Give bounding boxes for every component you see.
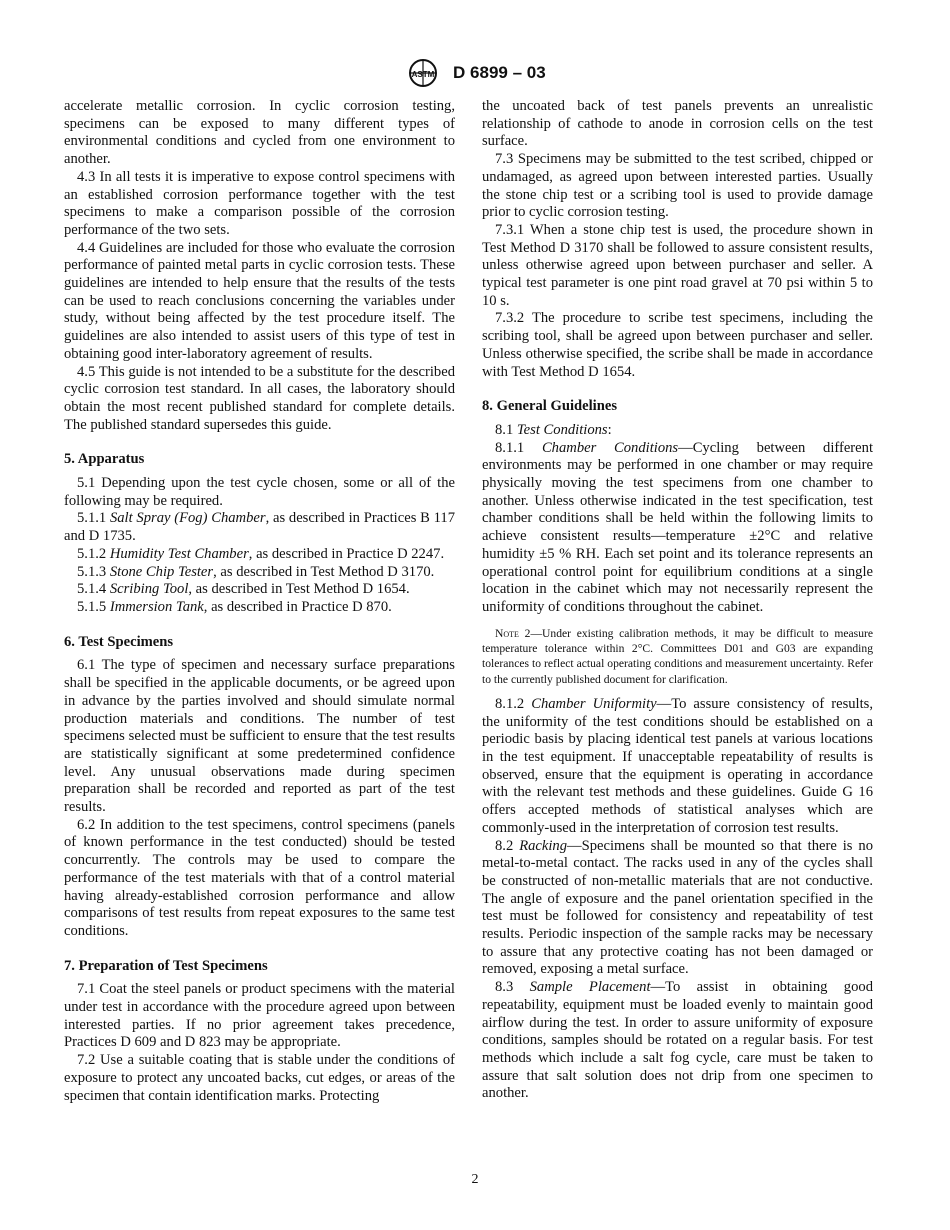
paragraph: the uncoated back of test panels prevents an unrealistic relationship of cathode to anode in corrosion cells on the test surface. — [482, 98, 873, 150]
page-number: 2 — [471, 1172, 479, 1187]
section-5-heading: 5. Apparatus — [64, 451, 145, 468]
paragraph-7-3: 7.3 Specimens may be submitted to the test scribed, chipped or undamaged, as agreed upon between interested parties. Usually the stone chip test or a scribing tool is used to provide damage prior to cyclic corrosion testing. — [482, 151, 873, 221]
paragraph-4-5: 4.5 This guide is not intended to be a substitute for the described cyclic corrosion test standard. In all cases, the laboratory should obtain the most recent published standard for complete details. The published standard supersedes this guide. — [64, 363, 455, 433]
paragraph-6-1: 6.1 The type of specimen and necessary surface preparations shall be specified in the applicable documents, or be agreed upon in advance by the parties involved and should simulate normal production materials and conditions. The number of test specimens selected must be sufficient to ensure that the test results are statistically significant at some predetermined confidence level. Any unusual observations made during specimen preparation shall be recorded and reported as part of the test results. — [64, 657, 455, 816]
item-8-1: 8.1 Test Conditions: — [495, 421, 612, 438]
page-header — [0, 58, 950, 88]
paragraph-7-1: 7.1 Coat the steel panels or product specimens with the material under test in accordance with the procedure agreed upon between interested parties. If no prior agreement takes precedence, Practices D 609 and D 823 may be appropriate. — [64, 981, 455, 1051]
item-8-1-1: 8.1.1 Chamber Conditions—Cycling between different environments may be performed in one chamber or may require physically moving the test specimens from one chamber to another. Unless otherwise indicated in the test specification, test chamber conditions shall be held within the following limits to achieve consistent results—temperature ±2°C and relative humidity ±5 % RH. Each set point and its tolerance represents an operational control point for equilibrium conditions at a single location in the cabinet which may not necessarily represent the uniformity of conditions throughout the cabinet. — [482, 439, 873, 615]
section-6-heading: 6. Test Specimens — [64, 633, 174, 650]
item-5-1-2: 5.1.2 Humidity Test Chamber, as described in Practice D 2247. — [77, 545, 445, 562]
paragraph-5-1: 5.1 Depending upon the test cycle chosen, some or all of the following may be required. — [64, 475, 455, 509]
section-8-heading: 8. General Guidelines — [482, 398, 617, 415]
paragraph-4-3: 4.3 In all tests it is imperative to expose control specimens with an established corrosion performance together with the test specimens to make a comparison possible of the corrosion performance of the two sets. — [64, 168, 455, 238]
section-7-heading: 7. Preparation of Test Specimens — [64, 957, 268, 974]
paragraph-7-3-1: 7.3.1 When a stone chip test is used, the procedure shown in Test Method D 3170 shall be followed to assure consistent results, unless otherwise agreed upon between purchaser and seller. A typical test parameter is one pint road gravel at 70 psi within 5 to 10 s. — [482, 221, 873, 309]
paragraph-7-2: 7.2 Use a suitable coating that is stable under the conditions of exposure to protect any uncoated backs, cut edges, or areas of the specimen that contain identification marks. Protecting — [64, 1052, 455, 1104]
item-8-3: 8.3 Sample Placement—To assist in obtaining good repeatability, equipment must be loaded evenly to maintain good airflow during the test. In order to assure uniformity of exposure conditions, samples should be rotated on a regular basis. For test methods which include a salt fog cycle, care must be taken to assure that salt solution does not drip from one specimen to another. — [482, 979, 873, 1102]
note-2: Note 2—Under existing calibration methods, it may be difficult to measure temperature tolerance within 2°C. Committees D01 and G03 are expanding tolerances to reflect actual operating conditions and measurement uncertainty. Refer to the currently published document for clarification. — [482, 626, 873, 686]
right-column — [482, 98, 873, 1103]
item-5-1-3: 5.1.3 Stone Chip Tester, as described in Test Method D 3170. — [77, 563, 435, 580]
paragraph-4-4: 4.4 Guidelines are included for those who evaluate the corrosion performance of painted metal parts in cyclic corrosion tests. These guidelines are intended to help ensure that the results of the tests can be used to reach conclusions concerning the variables under study, without being affected by the test procedure itself. The guidelines are also intended to assist users of this type of test in obtaining good inter-laboratory agreement of results. — [64, 239, 455, 362]
paragraph: accelerate metallic corrosion. In cyclic corrosion testing, specimens can be exposed to many different types of environmental conditions and cycled from one environment to another. — [64, 98, 455, 168]
item-5-1-5: 5.1.5 Immersion Tank, as described in Practice D 870. — [77, 598, 392, 615]
document-designation: D 6899 – 03 — [453, 63, 546, 82]
item-8-1-2: 8.1.2 Chamber Uniformity—To assure consistency of results, the uniformity of the test conditions should be established on a periodic basis by placing identical test panels at various locations in the test equipment. If unacceptable repeatability of results is observed, ensure that the equipment is operating in accordance with the relevant test methods and these guidelines. Guide G 16 offers accepted methods of statistical analyses which are commonly-used in the interpretation of corrosion test results. — [482, 695, 873, 836]
item-8-2: 8.2 Racking—Specimens shall be mounted so that there is no metal-to-metal contact. The racks used in any of the cycles shall be constructed of non-metallic materials that are not conductive. The angle of exposure and the panel orientation specified in the test must be followed for consistency and repeatability of test results. Periodic inspection of the sample racks may be necessary to assure that any protective coating has not been damaged or removed, exposing a metal surface. — [482, 837, 873, 978]
item-5-1-1: 5.1.1 Salt Spray (Fog) Chamber, as described in Practices B 117 and D 1735. — [64, 510, 455, 545]
left-column — [64, 98, 455, 1105]
paragraph-7-3-2: 7.3.2 The procedure to scribe test specimens, including the scribing tool, shall be agreed upon between purchaser and seller. Unless otherwise specified, the scribe shall be made in accordance with Test Method D 1654. — [482, 310, 873, 380]
astm-logo-icon — [404, 58, 442, 88]
paragraph-6-2: 6.2 In addition to the test specimens, control specimens (panels of known performance in the test conducted) should be tested concurrently. The controls may be used to compare the performance of the test materials with that of a control material having already-established corrosion performance and allow comparisons of test results from repeat exposures to the same test conditions. — [64, 816, 455, 939]
svg-text:ASTM: ASTM — [411, 70, 435, 79]
item-5-1-4: 5.1.4 Scribing Tool, as described in Test Method D 1654. — [77, 581, 410, 598]
